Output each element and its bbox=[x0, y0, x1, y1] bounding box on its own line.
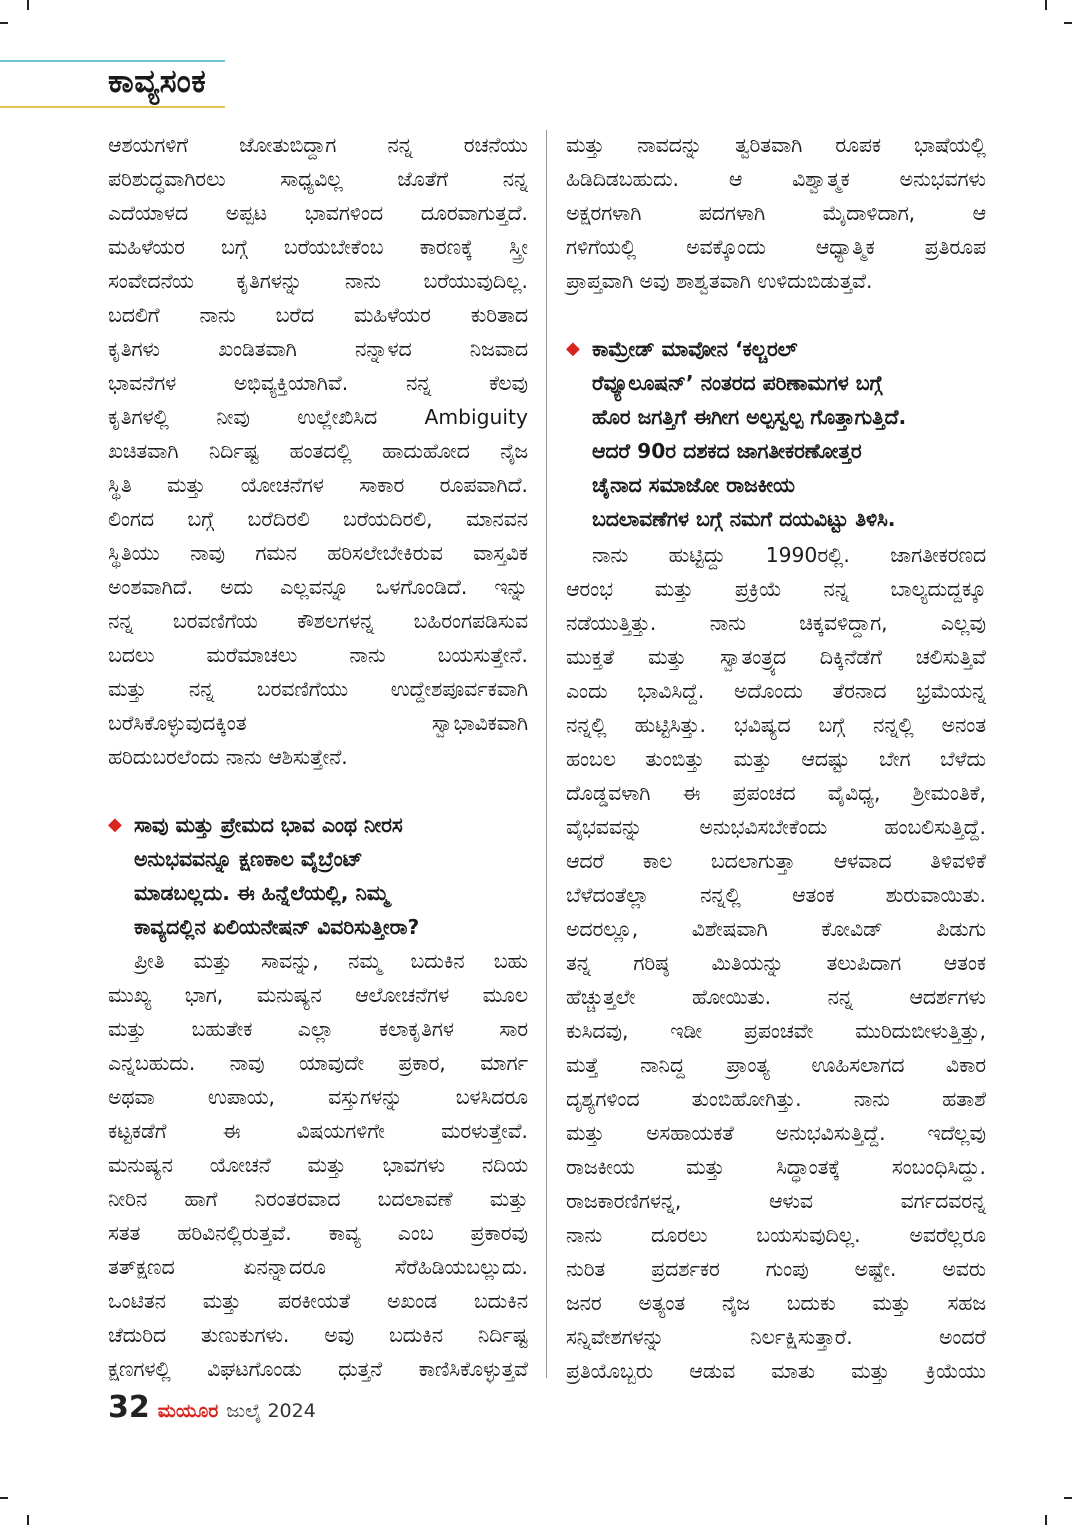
text-line: ಕಟ್ಟಕಡೆಗೆ ಈ ವಿಷಯಗಳಿಗೇ ಮರಳುತ್ತೇವೆ. bbox=[108, 1119, 528, 1143]
crop-mark bbox=[1064, 1497, 1072, 1499]
text-line: ನಾನು ಹುಟ್ಟಿದ್ದು 1990ರಲ್ಲಿ. ಜಾಗತೀಕರಣದ bbox=[592, 543, 986, 567]
diamond-bullet-icon: ◆ bbox=[108, 814, 122, 835]
issue-date: ಜುಲೈ 2024 bbox=[226, 1400, 316, 1422]
text-line: ಆಶಯಗಳಿಗೆ ಜೋತುಬಿದ್ದಾಗ ನನ್ನ ರಚನೆಯು bbox=[108, 133, 528, 157]
text-line: ಮುಕ್ತತೆ ಮತ್ತು ಸ್ವಾತಂತ್ರ್ಯದ ದಿಕ್ಕಿನೆಡೆಗೆ ಚಲಿಸುತ್ತಿವೆ bbox=[566, 645, 986, 669]
text-line: ಹೆಚ್ಚುತ್ತಲೇ ಹೋಯಿತು. ನನ್ನ ಆದರ್ಶಗಳು bbox=[566, 985, 986, 1009]
text-line: ನಡೆಯುತ್ತಿತ್ತು. ನಾನು ಚಿಕ್ಕವಳಿದ್ದಾಗ, ಎಲ್ಲವು bbox=[566, 611, 986, 635]
text-line: ಆರಂಭ ಮತ್ತು ಪ್ರಕ್ರಿಯೆ ನನ್ನ ಬಾಲ್ಯದುದ್ದಕ್ಕೂ bbox=[566, 577, 986, 601]
crop-mark bbox=[0, 1497, 8, 1499]
text-line: ಲಿಂಗದ ಬಗ್ಗೆ ಬರೆದಿರಲಿ ಬರೆಯದಿರಲಿ, ಮಾನವನ bbox=[108, 507, 528, 531]
text-line: ಆದರೆ ಕಾಲ ಬದಲಾಗುತ್ತಾ ಆಳವಾದ ತಿಳಿವಳಿಕೆ bbox=[566, 849, 986, 873]
text-line: ತತ್ಕ್ಷಣದ ಏನನ್ನಾದರೂ ಸೆರೆಹಿಡಿಯಬಲ್ಲುದು. bbox=[108, 1255, 528, 1279]
question-line: ಕಾಮ್ರೇಡ್ ಮಾವೋನ ‘ಕಲ್ಚರಲ್ bbox=[592, 337, 798, 361]
text-line: ಮನುಷ್ಯನ ಯೋಚನೆ ಮತ್ತು ಭಾವಗಳು ನದಿಯ bbox=[108, 1153, 528, 1177]
text-line: ರಾಜಕಾರಣಿಗಳನ್ನ, ಆಳುವ ವರ್ಗದವರನ್ನ bbox=[566, 1189, 986, 1213]
text-line: ಅಕ್ಷರಗಳಾಗಿ ಪದಗಳಾಗಿ ಮೈದಾಳಿದಾಗ, ಆ bbox=[566, 201, 986, 225]
text-line: ಪ್ರೀತಿ ಮತ್ತು ಸಾವನ್ನು, ನಮ್ಮ ಬದುಕಿನ ಬಹು bbox=[134, 949, 528, 973]
text-line: ಪರಿಶುದ್ಧವಾಗಿರಲು ಸಾಧ್ಯವಿಲ್ಲ ಜೊತೆಗೆ ನನ್ನ bbox=[108, 167, 528, 191]
text-line: ರಾಜಕೀಯ ಮತ್ತು ಸಿದ್ಧಾಂತಕ್ಕೆ ಸಂಬಂಧಿಸಿದ್ದು. bbox=[566, 1155, 986, 1179]
text-line: ಎದೆಯಾಳದ ಅಪ್ಪಟ ಭಾವಗಳಿಂದ ದೂರವಾಗುತ್ತದೆ. bbox=[108, 201, 528, 225]
crop-mark bbox=[0, 22, 8, 24]
text-line: ಅದರಲ್ಲೂ, ವಿಶೇಷವಾಗಿ ಕೋವಿಡ್ ಪಿಡುಗು bbox=[566, 917, 986, 941]
text-line: ಪ್ರತಿಯೊಬ್ಬರು ಆಡುವ ಮಾತು ಮತ್ತು ಕ್ರಿಯೆಯು bbox=[566, 1359, 986, 1383]
text-line: ಮುಖ್ಯ ಭಾಗ, ಮನುಷ್ಯನ ಆಲೋಚನೆಗಳ ಮೂಲ bbox=[108, 983, 528, 1007]
text-line: ಸನ್ನಿವೇಶಗಳನ್ನು ನಿರ್ಲಕ್ಷಿಸುತ್ತಾರೆ. ಅಂದರೆ bbox=[566, 1325, 986, 1349]
text-line: ಗಳಿಗೆಯಲ್ಲಿ ಅವಕ್ಕೊಂದು ಆಧ್ಯಾತ್ಮಿಕ ಪ್ರತಿರೂಪ bbox=[566, 235, 986, 259]
text-line: ಮತ್ತೆ ನಾನಿದ್ದ ಪ್ರಾಂತ್ಯ ಊಹಿಸಲಾಗದ ವಿಕಾರ bbox=[566, 1053, 986, 1077]
left-paragraph-1 bbox=[108, 128, 528, 774]
text-line: ಬೆಳೆದಂತೆಲ್ಲಾ ನನ್ನಲ್ಲಿ ಆತಂಕ ಶುರುವಾಯಿತು. bbox=[566, 883, 986, 907]
question-line: ಮಾಡಬಲ್ಲದು. ಈ ಹಿನ್ನೆಲೆಯಲ್ಲಿ, ನಿಮ್ಮ bbox=[134, 881, 389, 905]
section-title: ಕಾವ್ಯಸಂಕ bbox=[108, 62, 207, 100]
text-line: ಸತತ ಹರಿವಿನಲ್ಲಿರುತ್ತವೆ. ಕಾವ್ಯ ಎಂಬ ಪ್ರಕಾರವು bbox=[108, 1221, 528, 1245]
page-number: 32 bbox=[108, 1390, 150, 1425]
text-line: ಬರೆಸಿಕೊಳ್ಳುವುದಕ್ಕಿಂತ ಸ್ವಾಭಾವಿಕವಾಗಿ bbox=[108, 711, 528, 735]
crop-mark bbox=[1045, 1515, 1047, 1525]
text-line: ಮತ್ತು ಬಹುತೇಕ ಎಲ್ಲಾ ಕಲಾಕೃತಿಗಳ ಸಾರ bbox=[108, 1017, 528, 1041]
question-line: ಕಾವ್ಯದಲ್ಲಿನ ಏಲಿಯನೇಷನ್ ವಿವರಿಸುತ್ತೀರಾ? bbox=[134, 915, 420, 939]
question-line: ಆದರೆ 90ರ ದಶಕದ ಜಾಗತೀಕರಣೋತ್ತರ bbox=[592, 439, 862, 463]
question-line: ಸಾವು ಮತ್ತು ಪ್ರೇಮದ ಭಾವ ಎಂಥ ನೀರಸ bbox=[134, 813, 403, 837]
text-line: ಬದಲು ಮರೆಮಾಚಲು ನಾನು ಬಯಸುತ್ತೇನೆ. bbox=[108, 643, 528, 667]
text-line: ಮತ್ತು ಅಸಹಾಯಕತೆ ಅನುಭವಿಸುತ್ತಿದ್ದೆ. ಇದೆಲ್ಲವು bbox=[566, 1121, 986, 1145]
crop-mark bbox=[27, 0, 29, 10]
text-line: ಭಾವನೆಗಳ ಅಭಿವ್ಯಕ್ತಿಯಾಗಿವೆ. ನನ್ನ ಕೆಲವು bbox=[108, 371, 528, 395]
question-1 bbox=[108, 808, 528, 944]
text-line: ಕುಸಿದವು, ಇಡೀ ಪ್ರಪಂಚವೇ ಮುರಿದುಬೀಳುತ್ತಿತ್ತು, bbox=[566, 1019, 986, 1043]
text-line: ತನ್ನ ಗರಿಷ್ಠ ಮಿತಿಯನ್ನು ತಲುಪಿದಾಗ ಆತಂಕ bbox=[566, 951, 986, 975]
question-line: ಚೈನಾದ ಸಮಾಜೋ ರಾಜಕೀಯ bbox=[592, 473, 795, 497]
text-line: ಹಂಬಲ ತುಂಬಿತ್ತು ಮತ್ತು ಆದಷ್ಟು ಬೇಗ ಬೆಳೆದು bbox=[566, 747, 986, 771]
text-line: ಸ್ಥಿತಿಯು ನಾವು ಗಮನ ಹರಿಸಲೇಬೇಕಿರುವ ವಾಸ್ತವಿಕ bbox=[108, 541, 528, 565]
text-line: ಮಹಿಳೆಯರ ಬಗ್ಗೆ ಬರೆಯಬೇಕೆಂಬ ಕಾರಣಕ್ಕೆ ಸ್ತ್ರೀ bbox=[108, 235, 528, 259]
text-line: ಅಥವಾ ಉಪಾಯ, ವಸ್ತುಗಳನ್ನು ಬಳಸಿದರೂ bbox=[108, 1085, 528, 1109]
question-line: ಅನುಭವವನ್ನೂ ಕ್ಷಣಕಾಲ ವೈಬ್ರೆಂಟ್ bbox=[134, 847, 363, 871]
question-line: ಬದಲಾವಣೆಗಳ ಬಗ್ಗೆ ನಮಗೆ ದಯವಿಟ್ಟು ತಿಳಿಸಿ. bbox=[592, 507, 896, 531]
right-paragraph-1 bbox=[566, 128, 986, 298]
text-line: ನುರಿತ ಪ್ರದರ್ಶಕರ ಗುಂಪು ಅಷ್ಟೇ. ಅವರು bbox=[566, 1257, 986, 1281]
text-line: ಚೆದುರಿದ ತುಣುಕುಗಳು. ಅವು ಬದುಕಿನ ನಿರ್ದಿಷ್ಟ bbox=[108, 1323, 528, 1347]
text-line: ಪ್ರಾಪ್ತವಾಗಿ ಅವು ಶಾಶ್ವತವಾಗಿ ಉಳಿದುಬಿಡುತ್ತವೆ. bbox=[566, 269, 873, 293]
diamond-bullet-icon: ◆ bbox=[566, 338, 580, 359]
text-line: ನೀರಿನ ಹಾಗೆ ನಿರಂತರವಾದ ಬದಲಾವಣೆ ಮತ್ತು bbox=[108, 1187, 528, 1211]
text-line: ದೊಡ್ಡವಳಾಗಿ ಈ ಪ್ರಪಂಚದ ವೈವಿಧ್ಯ, ಶ್ರೀಮಂತಿಕೆ, bbox=[566, 781, 986, 805]
text-line: ಬದಲಿಗೆ ನಾನು ಬರೆದ ಮಹಿಳೆಯರ ಕುರಿತಾದ bbox=[108, 303, 528, 327]
column-divider bbox=[546, 130, 547, 1378]
text-line: ಕ್ಷಣಗಳಲ್ಲಿ ವಿಘಟಗೊಂಡು ಧುತ್ತನೆ ಕಾಣಿಸಿಕೊಳ್ಳುತ್ತವೆ bbox=[108, 1357, 528, 1381]
text-line: ದೃಶ್ಯಗಳಿಂದ ತುಂಬಿಹೋಗಿತ್ತು. ನಾನು ಹತಾಶೆ bbox=[566, 1087, 986, 1111]
question-2 bbox=[566, 332, 986, 536]
text-line: ಸ್ಥಿತಿ ಮತ್ತು ಯೋಚನೆಗಳ ಸಾಕಾರ ರೂಪವಾಗಿದೆ. bbox=[108, 473, 528, 497]
question-line: ಹೊರ ಜಗತ್ತಿಗೆ ಈಗೀಗ ಅಲ್ಪಸ್ವಲ್ಪ ಗೊತ್ತಾಗುತ್ತಿದೆ. bbox=[592, 405, 907, 429]
right-column bbox=[566, 128, 986, 1388]
text-line: ಖಚಿತವಾಗಿ ನಿರ್ದಿಷ್ಟ ಹಂತದಲ್ಲಿ ಹಾದುಹೋದ ನೈಜ bbox=[108, 439, 528, 463]
text-line: ವೈಭವವನ್ನು ಅನುಭವಿಸಬೇಕೆಂದು ಹಂಬಲಿಸುತ್ತಿದ್ದೆ. bbox=[566, 815, 986, 839]
crop-mark bbox=[1045, 0, 1047, 10]
right-paragraph-2 bbox=[566, 538, 986, 1388]
left-column bbox=[108, 128, 528, 1386]
text-line: ನನ್ನ ಬರವಣಿಗೆಯ ಕೌಶಲಗಳನ್ನ ಬಹಿರಂಗಪಡಿಸುವ bbox=[108, 609, 528, 633]
magazine-name: ಮಯೂರ bbox=[157, 1400, 219, 1422]
text-line: ಹರಿದುಬರಲೆಂದು ನಾನು ಆಶಿಸುತ್ತೇನೆ. bbox=[108, 745, 348, 769]
text-line: ಮತ್ತು ನಾವದನ್ನು ತ್ವರಿತವಾಗಿ ರೂಪಕ ಭಾಷೆಯಲ್ಲಿ bbox=[566, 133, 986, 157]
text-line: ಅಂಶವಾಗಿದೆ. ಅದು ಎಲ್ಲವನ್ನೂ ಒಳಗೊಂಡಿದೆ. ಇನ್ನು bbox=[108, 575, 528, 599]
text-line: ಎಂದು ಭಾವಿಸಿದ್ದೆ. ಅದೊಂದು ತೆರನಾದ ಭ್ರಮೆಯನ್ನ bbox=[566, 679, 986, 703]
header-rule-bottom bbox=[0, 106, 225, 108]
crop-mark bbox=[27, 1515, 29, 1525]
text-line: ಕೃತಿಗಳು ಖಂಡಿತವಾಗಿ ನನ್ನಾಳದ ನಿಜವಾದ bbox=[108, 337, 528, 361]
text-line: ಎನ್ನಬಹುದು. ನಾವು ಯಾವುದೇ ಪ್ರಕಾರ, ಮಾರ್ಗ bbox=[108, 1051, 528, 1075]
question-line: ರೆವ್ಯೂಲೂಷನ್’ ನಂತರದ ಪರಿಣಾಮಗಳ ಬಗ್ಗೆ bbox=[592, 371, 883, 395]
text-line: ಹಿಡಿದಿಡಬಹುದು. ಆ ವಿಶ್ವಾತ್ಮಕ ಅನುಭವಗಳು bbox=[566, 167, 986, 191]
text-line: ಒಂಟಿತನ ಮತ್ತು ಪರಕೀಯತೆ ಅಖಂಡ ಬದುಕಿನ bbox=[108, 1289, 528, 1313]
page-footer bbox=[108, 1390, 316, 1425]
text-line: ನನ್ನಲ್ಲಿ ಹುಟ್ಟಿಸಿತ್ತು. ಭವಿಷ್ಯದ ಬಗ್ಗೆ ನನ್ನಲ್ಲಿ ಅನಂತ bbox=[566, 713, 986, 737]
text-line: ನಾನು ದೂರಲು ಬಯಸುವುದಿಲ್ಲ. ಅವರೆಲ್ಲರೂ bbox=[566, 1223, 986, 1247]
text-line: ಸಂವೇದನೆಯ ಕೃತಿಗಳನ್ನು ನಾನು ಬರೆಯುವುದಿಲ್ಲ. bbox=[108, 269, 528, 293]
left-paragraph-2 bbox=[108, 944, 528, 1386]
text-line: ಕೃತಿಗಳಲ್ಲಿ ನೀವು ಉಲ್ಲೇಖಿಸಿದ Ambiguity bbox=[108, 405, 528, 429]
crop-mark bbox=[1064, 22, 1072, 24]
text-line: ಜನರ ಅತ್ಯಂತ ನೈಜ ಬದುಕು ಮತ್ತು ಸಹಜ bbox=[566, 1291, 986, 1315]
text-line: ಮತ್ತು ನನ್ನ ಬರವಣಿಗೆಯು ಉದ್ದೇಶಪೂರ್ವಕವಾಗಿ bbox=[108, 677, 528, 701]
